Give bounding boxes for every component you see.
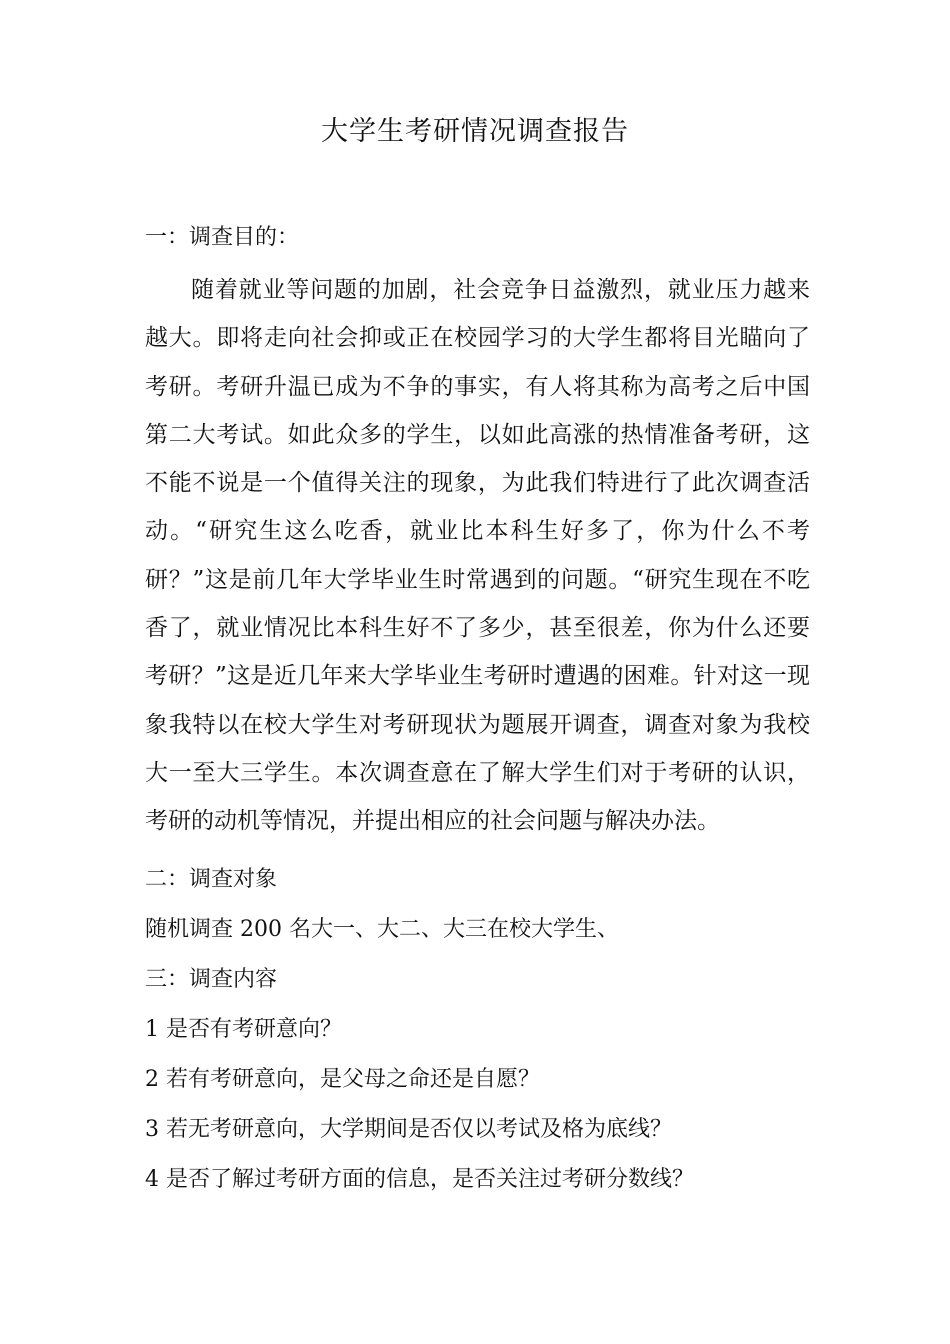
question-item: 2 若有考研意向，是父母之命还是自愿？ [145, 1067, 540, 1092]
section-heading-subjects: 二：调查对象 [145, 867, 278, 892]
subjects-text: 随机调查 200 名大一、大二、大三在校大学生、 [145, 917, 619, 942]
section-heading-content: 三：调查内容 [145, 967, 278, 992]
section-heading-purpose: 一：调查目的： [145, 225, 300, 250]
document-title: 大学生考研情况调查报告 [321, 116, 629, 147]
question-item: 4 是否了解过考研方面的信息，是否关注过考研分数线？ [145, 1167, 694, 1192]
question-item: 1 是否有考研意向？ [145, 1017, 342, 1042]
question-item: 3 若无考研意向，大学期间是否仅以考试及格为底线？ [145, 1117, 672, 1142]
purpose-paragraph: 随着就业等问题的加剧，社会竞争日益激烈，就业压力越来越大。即将走向社会抑或正在校园学习的大学生都将目光瞄向了考研。考研升温已成为不争的事实，有人将其称为高考之后中国第二大考试。如此众多的学生，以如此高涨的热情准备考研，这不能不说是一个值得关注的现象，为此我们特进行了此次调查活动。“研究生这么吃香，就业比本科生好多了，你为什么不考研？”这是前几年大学毕业生时常遇到的问题。“研究生现在不吃香了，就业情况比本科生好不了多少，甚至很差，你为什么还要考研？”这是近几年来大学毕业生考研时遭遇的困难。针对这一现象我特以在校大学生对考研现状为题展开调查，调查对象为我校大一至大三学生。本次调查意在了解大学生们对于考研的认识，考研的动机等情况，并提出相应的社会问题与解决办法。 [145, 277, 810, 835]
